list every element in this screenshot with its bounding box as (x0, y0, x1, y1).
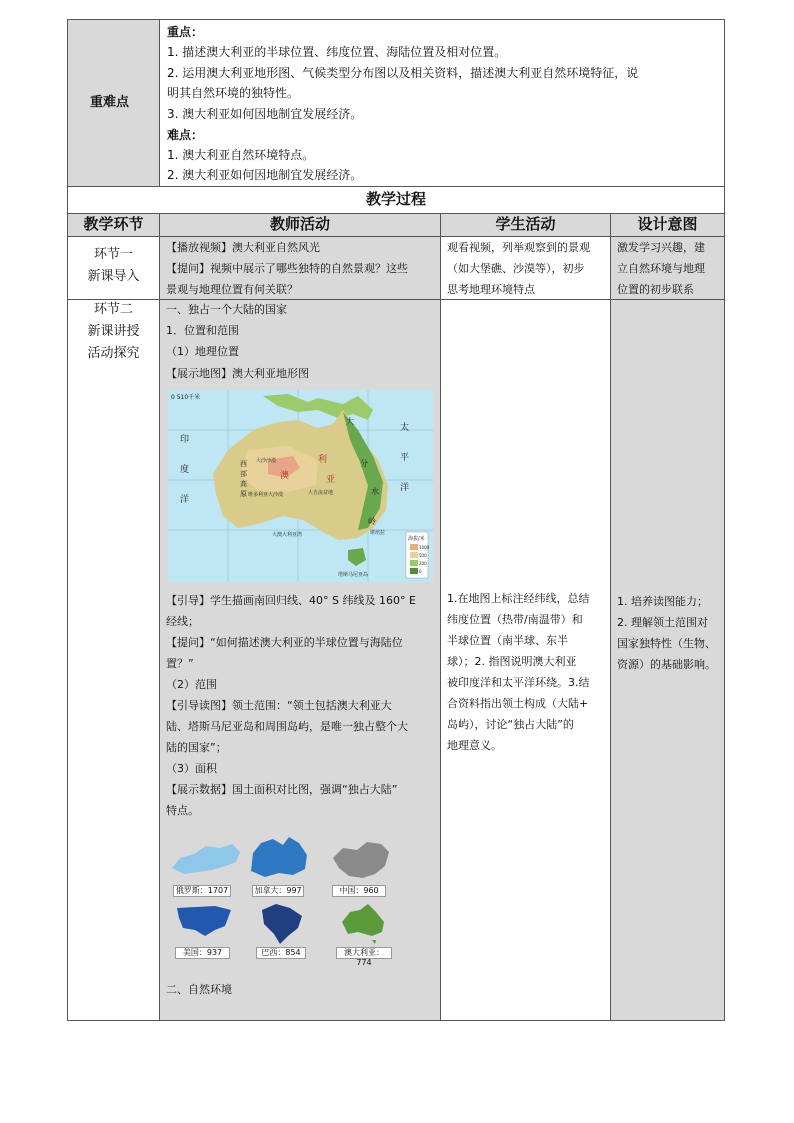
s2-intent-line: 2. 理解领土范围对 (617, 616, 708, 629)
s2-teacher-line: 【展示数据】国土面积对比图，强调“独占大陆” (166, 783, 398, 796)
s1-student-line: 观看视频，列举观察到的景观 (447, 241, 590, 254)
legend-title: 海拔/米 (408, 536, 425, 542)
s2-student-line: 地理意义。 (447, 739, 502, 752)
col-header-stage: 教学环节 (83, 215, 144, 233)
s2-stage-cell (67, 299, 160, 1021)
legend-value: 0 (419, 569, 422, 574)
s1-stage-line: 新课导入 (87, 269, 140, 284)
map-label: 利 (318, 455, 328, 465)
col-header-student: 学生活动 (495, 215, 556, 233)
difficulty-item: 2. 澳大利亚如何因地制宜发展经济。 (167, 168, 363, 182)
map-label: 堪培拉 (370, 530, 386, 536)
s2-subheading: （2）范围 (166, 678, 217, 691)
map-label: 大澳大利亚湾 (272, 532, 303, 538)
country-shape-russia (170, 838, 242, 888)
map-label: 高 (240, 480, 247, 488)
s2-teacher-line: 特点。 (166, 804, 199, 817)
country-shape-canada (249, 835, 309, 885)
map-label: 维多利亚大沙漠 (248, 492, 284, 498)
legend-value: 1000 (419, 545, 430, 550)
s2-heading: 一、独占一个大陆的国家 (166, 303, 287, 316)
country-label: 巴西：854 (256, 947, 306, 959)
difficulty-title: 难点： (167, 128, 204, 142)
country-fill (177, 906, 231, 936)
country-shape-usa (175, 900, 233, 944)
map-label: 大沙沙漠 (256, 458, 277, 464)
map-label: 洋 (400, 483, 410, 493)
s2-heading: 二、自然环境 (166, 983, 232, 996)
country-fill (172, 844, 240, 874)
country-shape-australia (338, 900, 388, 946)
s2-teacher-line: 【展示地图】澳大利亚地形图 (166, 367, 309, 380)
legend-value: 500 (419, 553, 427, 558)
s1-teacher-line: 【播放视频】澳大利亚自然风光 (166, 241, 320, 254)
map-label: 原 (240, 490, 247, 498)
s2-student-line: 合资料指出领土构成（大陆+ (447, 697, 589, 710)
focus-item: 3. 澳大利亚如何因地制宜发展经济。 (167, 107, 363, 121)
map-scale: 0 510千米 (171, 394, 201, 401)
country-fill (262, 904, 302, 944)
s2-student-line: 被印度洋和太平洋环绕。3.结 (447, 676, 590, 689)
s1-teacher-line: 【提问】视频中展示了哪些独特的自然景观？这些 (166, 262, 408, 275)
map-label: 部 (240, 470, 247, 478)
s2-teacher-line: 【引导读图】领土范围：“领土包括澳大利亚大 (166, 699, 392, 712)
country-fill (251, 837, 307, 877)
difficulty-item: 1. 澳大利亚自然环境特点。 (167, 148, 315, 162)
s2-stage-line: 活动探究 (87, 346, 140, 361)
focus-item: 明其自然环境的独特性。 (167, 86, 300, 100)
s2-teacher-line: 【提问】“如何描述澳大利亚的半球位置与海陆位 (166, 636, 403, 649)
map-label: 平 (400, 453, 410, 463)
s2-student-line: 半球位置（南半球、东半 (447, 634, 568, 647)
country-fill (333, 842, 389, 878)
s2-teacher-line: 陆的国家”； (166, 741, 227, 754)
s2-intent-line: 资源）的基础影响。 (617, 658, 716, 671)
legend-value: 200 (419, 561, 427, 566)
s2-student-line: 纬度位置（热带/南温带）和 (447, 613, 583, 626)
country-label: 加拿大：997 (252, 885, 304, 897)
s2-student-line: 1.在地图上标注经纬线，总结 (447, 592, 590, 605)
s2-teacher-line: 置？” (166, 657, 194, 670)
map-label: 太 (400, 423, 410, 433)
s2-subheading: （1）地理位置 (166, 345, 239, 358)
s1-student-line: 思考地理环境特点 (447, 283, 535, 296)
s2-teacher-line: 陆、塔斯马尼亚岛和周围岛屿，是唯一独占整个大 (166, 720, 408, 733)
map-label: 亚 (326, 475, 336, 485)
process-title: 教学过程 (365, 190, 426, 208)
s2-teacher-line: 【引导】学生描画南回归线、40° S 纬线及 160° E (166, 594, 416, 607)
col-header-teacher: 教师活动 (269, 215, 330, 233)
focus-title: 重点： (167, 25, 204, 39)
focus-item: 1. 描述澳大利亚的半球位置、纬度位置、海陆位置及相对位置。 (167, 45, 507, 59)
s2-student-line: 岛屿），讨论“独占大陆”的 (447, 718, 574, 731)
s1-intent-line: 激发学习兴趣，建 (617, 241, 705, 254)
map-label: 大 (346, 417, 354, 426)
country-label: 中国：960 (332, 885, 386, 897)
map-label: 岭 (368, 517, 376, 526)
map-label: 塔斯马尼亚岛 (338, 572, 369, 578)
country-label: 俄罗斯：1707 (173, 885, 231, 897)
australia-terrain-map (168, 390, 433, 582)
s1-teacher-line: 景观与地理位置有何关联？ (166, 283, 298, 296)
s2-student-line: 球）；2. 指图说明澳大利亚 (447, 655, 577, 668)
map-label: 大自流盆地 (308, 490, 334, 496)
col-header-intent: 设计意图 (637, 215, 698, 233)
map-label: 洋 (180, 495, 190, 505)
map-label: 度 (180, 465, 190, 475)
s2-stage-line: 新课讲授 (87, 324, 140, 339)
map-label: 西 (240, 460, 247, 468)
s1-intent-line: 立自然环境与地理 (617, 262, 705, 275)
s2-intent-line: 1. 培养读图能力； (617, 595, 708, 608)
map-label: 水 (371, 487, 379, 496)
country-label: 美国：937 (175, 947, 230, 959)
map-label: 印 (180, 435, 190, 445)
s1-stage-line: 环节一 (93, 247, 133, 262)
s2-teacher-line: 经线； (166, 615, 199, 628)
s1-intent-line: 位置的初步联系 (617, 283, 694, 296)
country-shape-china (329, 838, 393, 886)
s2-intent-line: 国家独特性（生物、 (617, 637, 716, 650)
s2-subheading: 1．位置和范围 (166, 324, 239, 337)
key-points-label: 重难点 (90, 95, 130, 110)
country-shape-brazil (256, 900, 306, 946)
map-label: 澳 (280, 471, 290, 481)
country-label: 澳大利亚：774 (336, 947, 392, 959)
s2-stage-line: 环节二 (93, 302, 133, 317)
country-fill (342, 904, 384, 936)
s2-subheading: （3）面积 (166, 762, 217, 775)
map-label: 分 (360, 459, 368, 468)
focus-item: 2. 运用澳大利亚地形图、气候类型分布图以及相关资料，描述澳大利亚自然环境特征，说 (167, 66, 639, 80)
s1-student-line: （如大堡礁、沙漠等），初步 (447, 262, 585, 275)
